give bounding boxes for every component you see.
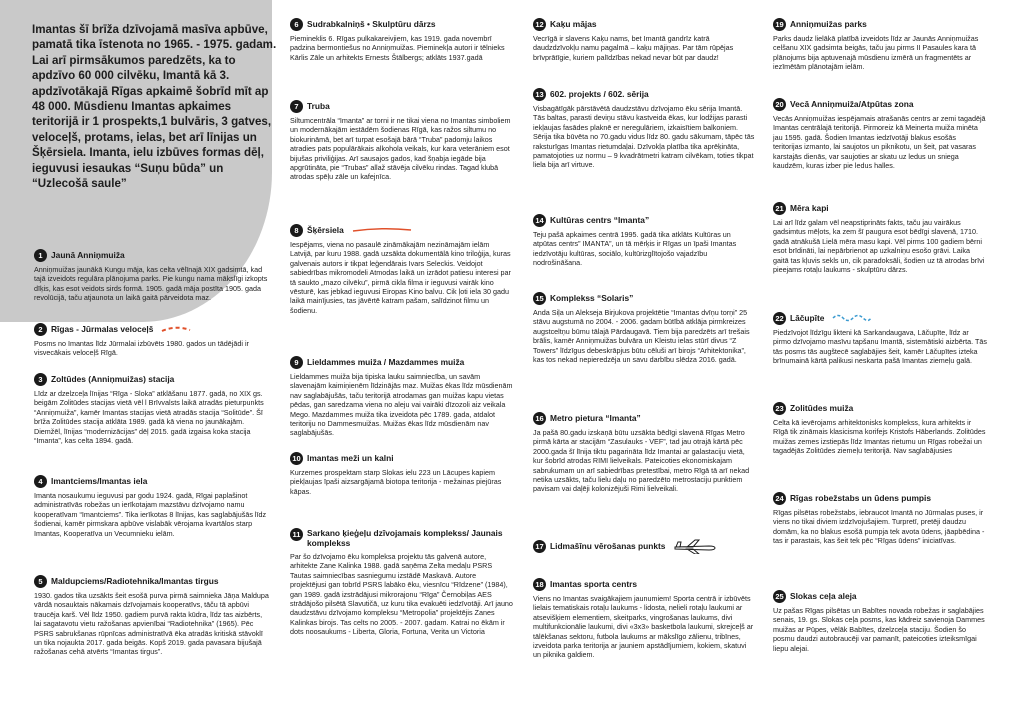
section-10 (290, 450, 514, 496)
section-title: Metro pietura “Imanta” (550, 413, 641, 423)
section-text: Vecās Anniņmuižas iespējamais atrašanās centrs ar zemi tagadējā Imantas centrālajā teritorijā. Pirmoreiz kā Meinerta muiža minēta jau 1595. gadā. Šodien Imantas iedzīvotāji blakus esošās teritorijas izmanto, lai saujotos un piknikotu, un šeit, pat vasaras karstajās dienās, var saujoties ar skatu uz ledus un sniega kaudzēm, kuras izber pie ledus halles. (773, 114, 986, 171)
section-number: 18 (533, 578, 546, 591)
section-title: Šķērsiela (307, 225, 344, 235)
section-title: Kultūras centrs “Imanta” (550, 215, 650, 225)
section-6 (290, 16, 514, 62)
street-line-icon (352, 226, 412, 234)
section-title: Anniņmuižas parks (790, 19, 867, 29)
section-title: Imantciems/Imantas iela (51, 476, 148, 486)
section-text: Posms no Imantas līdz Jūrmalai izbūvēts 1980. gados un tādējādi ir visvecākais veloceļš Rīgā. (34, 339, 249, 358)
section-25 (773, 588, 987, 653)
section-14 (533, 212, 755, 268)
section-text: Teju pašā apkaimes centrā 1995. gadā tika atklāts Kultūras un atpūtas centrs” IMANTA”, un tā mērķis ir Rīgas un īpaši Imantas iedzīvotāju kultūras, sociālo, kultūrizglītojošo vajadzību nodrošināšana. (533, 230, 737, 268)
bike-path-dashed-icon (161, 324, 191, 334)
section-text: Viens no Imantas svaigākajiem jaunumiem! Sporta centrā ir izbūvēts lielais tematiskais rotaļu laukums - lidosta, nelieli rotaļu laukumi ar atsevišķiem elementiem, skeitparks, vingrošanas laukums, divi multifunkcionālie laukumi, divi «3x3» basketbola laukumi, skrejceļš ar tālēkšanas sektoru, futbola laukums ar mākslīgo zālienu, tribīnes, izveidota parka teritorija ar jauniem apstādījumiem, kokiem, skatuvi un piknika galdiem. (533, 594, 754, 660)
section-3 (34, 371, 270, 445)
stream-wave-icon (832, 313, 872, 323)
airplane-icon (673, 538, 717, 554)
section-title: Truba (307, 101, 330, 111)
section-text: Iespējams, viena no pasaulē zināmākajām nezināmajām ielām Latvijā, par kuru 1988. gadā uzsākta dokumentālā kino triloģija, kuras galvenais autors ir tikpat leģendārais Ivars Seleckis. Veidojot sabiedrības mikromodeli Atmodas laikā un izrādot patiesu interesi par tā saukto „mazo cilvēku”, pirmā cikla filma ir ieguvusi vairāk kino vēsturē, kas jebkad ieguvusi Eiropas Kino balvu. Cik ļoti iela 30 gadu laikā mainījusies, tas jāvērtē katram pašam, salīdzinot filmu un šodienu. (290, 240, 511, 315)
section-text: Celta kā ievērojams arhitektonisks komplekss, kura arhitekts ir Rīgā tik zināmais klasicisma korifejs Kristofs Hāberlands. Zolitūdes muižas zemes izstiepās līdz Imantas rietumu un Rīgas robežai un tagadējās Zolitūdes ziemeļu teritorijā. Nav saglabājusies (773, 418, 986, 456)
section-19 (773, 16, 987, 72)
section-13 (533, 86, 755, 170)
section-title: Rīgas robežstabs un ūdens pumpis (790, 493, 932, 503)
section-number: 21 (773, 202, 786, 215)
section-text: Uz pašas Rīgas pilsētas un Babītes novada robežas ir saglabājies senais, 19. gs. Slokas ceļa posms, kas kādreiz savienoja Dammes muižas ar Pūpes, vēlāk Babītes, dzelzceļa staciju. Šodien šo posmu daudzi autobraucēji var pamanīt, pateicoties izteiksmīgai liepu alejai. (773, 606, 985, 653)
section-2 (34, 321, 270, 358)
section-title: Lieldammes muiža / Mazdammes muiža (307, 357, 465, 367)
section-title: Lidmašīnu vērošanas punkts (550, 541, 666, 551)
section-title: Komplekss “Solaris” (550, 293, 634, 303)
section-title: Lāčupīte (790, 313, 825, 323)
section-title: Maldupciems/Radiotehnika/Imantas tirgus (51, 576, 219, 586)
section-9 (290, 354, 514, 438)
section-number: 3 (34, 373, 47, 386)
section-title: Rīgas - Jūrmalas veloceļš (51, 324, 154, 334)
section-text: Imanta nosaukumu ieguvusi par godu 1924. gadā, Rīgai paplašinot administratīvās robežas un ierīkotajam mazstāvu dzīvojamo namu kooperatīvam “Imantciems”. Tika ierīkotas 8 līnijas, kas saglabājušās līdz šodienai, kamēr pirmskara apbūve vislabāk vērojama kvartālos starp Imantas, Kooperatīva un Vecumnieku ielām. (34, 491, 267, 538)
section-title: Sarkano ķieģeļu dzīvojamais komplekss/ Jaunais komplekss (307, 528, 503, 548)
section-text: Vecrīgā ir slavens Kaķu nams, bet Imantā gandrīz katrā daudzdzīvokļu namu pagalmā – kaķu mājiņas. Par tām rūpējas brīvprātīgie, kuriem palīdzības nekad nevar būt par daudz! (533, 34, 734, 62)
section-number: 9 (290, 356, 303, 369)
section-text: Līdz ar dzelzceļa līnijas “Rīga - Sloka” atklāšanu 1877. gadā, no XIX gs. beigām Zolitūdes stacijas vietā vēl l Brīvvalsts laikā atradās pieturpunkts “Anniņmuiža”, kamēr Imantas stacijas vietā atradās stacija “Solitūde”. Šī brīža Zolitūdes stacija atklāta 1989. gadā kā viena no jaunākajām. Diemžēl, līnijas “modernizācijas” dēļ 2015. gadā izgaisa koka stacija “Imanta”, kas celta 1894. gadā. (34, 389, 264, 446)
section-23 (773, 400, 987, 456)
section-number: 15 (533, 292, 546, 305)
section-number: 23 (773, 402, 786, 415)
section-15 (533, 290, 755, 364)
section-number: 19 (773, 18, 786, 31)
section-21 (773, 200, 987, 274)
section-12 (533, 16, 755, 62)
section-number: 25 (773, 590, 786, 603)
section-number: 7 (290, 100, 303, 113)
section-title: Zolitūdes muiža (790, 403, 854, 413)
section-text: 1930. gados tika uzsākts šeit esošā purva pirmā saimnieka Jāņa Maldupa vārdā nosauktais nākamais dzīvojamais kooperatīvs, tāču tā apbūvi traucēja karš. Vēl līdz 1950. gadiem purvā rakta kūdra, līdz tas aizbērts, lai sagatavotu vietu ražošanas apvienībai “Radiotehnika” (1965). Pēc PSRS sabrukšanas rūpnīcas administratīvā ēka atradās kritiskā stāvoklī un tika nojaukta 2017. gada beigās. Kopš 2019. gada pavasara bijušajā ražošanas cehā atvērts “Imantas tirgus”. (34, 591, 269, 657)
section-title: Jaunā Anniņmuiža (51, 250, 125, 260)
section-16 (533, 410, 755, 494)
section-text: Parks daudz lielākā platībā izveidots līdz ar Jaunās Anniņmuižas celšanu XIX gadsimta beigās, taču jau pirms II Pasaules kara tā plānojums bija aptuvenajā mūsdienu izmērā un fragmentēts ar iezīmētām plānotajām ielām. (773, 34, 979, 72)
section-number: 20 (773, 98, 786, 111)
section-title: Kaķu mājas (550, 19, 597, 29)
section-20 (773, 96, 987, 170)
section-title: Mēra kapi (790, 203, 829, 213)
section-7 (290, 98, 514, 182)
section-title: Slokas ceļa aleja (790, 591, 857, 601)
section-text: Piedzīvojot līdzīgu likteni kā Sarkandaugava, Lāčupīte, līdz ar pirmo dzīvojamo masīvu tapšanu Imantā, sistemātiski aizbērta. Tās tās posms tās augštecē saglabājies šeit, kamēr Lāčupītes izteka brīnumainā kārtā palikusi neskarta pašā Imantas ziemeļu galā. (773, 328, 987, 366)
section-1 (34, 247, 270, 303)
section-text: Lai arī līdz galam vēl neapstiprināts fakts, taču jau vairākus gadsimtus mēļots, ka zem šī paugura esot bēdīgi slavenā, 1710. gadā atnākušā Lielā mēra masu kapi. Vēl pirms 100 gadiem bērni esot brīdināti, lai nepārbrienot ap uzkalniņu esošo grāvi. Laika gaitā tas kļuvis sekls un, cik paradoksāli, šodien uz tā atrodas brīvi pieejams rotaļu laukums - skulptūru dārzs. (773, 218, 985, 275)
section-11 (290, 528, 514, 637)
section-number: 2 (34, 323, 47, 336)
section-number: 5 (34, 575, 47, 588)
section-number: 1 (34, 249, 47, 262)
section-text: Par šo dzīvojamo ēku kompleksa projektu tās galvenā autore, arhitekte Zane Kalinka 1988. gadā saņēma Zelta medaļu PSRS Tautas saimniecības sasniegumu izstādē Maskavā. Autore projektējusi gan tobrīd PSRS labāko ēku, viesnīcu “Rīdzene” (1984), gan 1989. gadā izstrādājusi mikrorajonu “Rīga” Černobiļas AES strādājošo pilsētā Slavutičā, uz kuru tika evakuēti iedzīvotāji. Arī jauno daudzstāvu dzīvojamo kompleksu “Metropolia” projektējis Zanes Kalinkas birojs. Tas celts no 2005. - 2007. gadam. Katrai no ēkām ir dots noosaukums - Liberta, Gloria, Fortuna, Verita un Victoria (290, 552, 513, 637)
section-number: 24 (773, 492, 786, 505)
section-text: Ja pašā 80.gadu izskaņā būtu uzsākta bēdīgi slavenā Rīgas Metro pirmā kārta ar stacijām “Zasulauks - VEF”, tad jau otrajā kārtā pēc 2000.gada šī līnija tiktu pagarināta līdz Imantai ar galastaciju vietā, kur šobrīd atrodas RIMI lielveikals. Pateicoties ekonomiskajam sabrukumam un arī sabiedrības pretestībai, metro Rīgā tā arī nekad netika uzsākts, taču lielu daļu no paredzēto metrostaciju punktiem pavisam vai daļēji kolonizējuši Rimi lielveikali. (533, 428, 750, 494)
section-text: Anda Siļa un Alekseja Birjukova projektētie “Imantas dvīņu torņi” 25 stāvu augstumā no 2004. - 2006. gadam būtībā atklāja pirmkreizes augstceltņu būmu tālajā Pārdaugavā. Tiem bija paredzēts arī trešais brālis, kamēr Anniņmuižas bulvāra un Kleistu ielas stūrī divus “Z Towers” līdzīgus debeskrāpjus būtu cēluši arī birojs “Arhitektonika”, kas tos nekad nepieredzēja un savu darbību slēdza 2016. gadā. (533, 308, 750, 365)
section-text: Rīgas pilsētas robežstabs, iebraucot Imantā no Jūrmalas puses, ir viens no tikai diviem izdzīvojušajiem. Turpretī, pretēji daudzu domām, ka no blakus esošā pumpja tek avota ūdens, jāapbēdina - tas ir parastais, kas šeit tek pēc “Rīgas ūdens” iniciatīvas. (773, 508, 985, 546)
section-number: 13 (533, 88, 546, 101)
section-24 (773, 490, 987, 546)
section-number: 4 (34, 475, 47, 488)
section-title: Imantas sporta centrs (550, 579, 638, 589)
section-title: 602. projekts / 602. sērija (550, 89, 649, 99)
section-number: 16 (533, 412, 546, 425)
section-number: 17 (533, 540, 546, 553)
section-number: 22 (773, 312, 786, 325)
section-18 (533, 576, 755, 660)
section-text: Kurzemes prospektam starp Slokas ielu 223 un Lācupes kapiem piekļaujas īpaši aizsargājamā biotopa teritorija - mežainas piejūras kāpas. (290, 468, 502, 496)
section-text: Anniņmuižas jaunākā Kungu māja, kas celta vēlīnajā XIX gadsimtā, kad tajā izveidots regulāra plānojuma parks. Pie kungu nama mākslīgi izkopts dīķis, kas esot veidots sirds formā. 1905. gadā māja postīta 1905. gada revolūcijā, taču atjaunota un laikā gaitā pārveidota maz. (34, 265, 268, 303)
section-text: Siltumcentrāla “Imanta” ar torni ir ne tikai viena no Imantas simboliem un modernākajām iestādēm šodienas Rīgā, kas ražos siltumu no biokurināmā, bet arī turpat esošajā bārā “Truba” padomju laikos atradies pats populārākais alkohola veikals, kur kara veterāniem esot bijušas priviliģijas. Arī sausajos gados, kad šņabja iegāde bija apgrūtināta, pie “Trubas” allaž stāvēja cilvēku rindas. Tagad klubā atrodas spēļu zāle un kafejnīca. (290, 116, 511, 182)
section-22 (773, 310, 987, 366)
section-8 (290, 222, 514, 315)
section-title: Imantas meži un kalni (307, 453, 394, 463)
section-number: 8 (290, 224, 303, 237)
section-number: 11 (290, 528, 303, 541)
section-text: Lieldammes muiža bija tipiska lauku saimniecība, un savām slavenajām kaimiņienēm līdzinājās maz. Muižas ēkas līdz mūsdienām nav saglabājušās, taču teritorijā atrodamas gan muižas kapu vietas pēdas, gan saredzama viena no aleju vai vairāki dīzozoli aiz veikala Mego. Mazdammes muiža tika izveidota pēc 1789. gada, atdalot teritoriju no Dammesmuižas. Muižas ēkas līdz mūsdienām nav saglabājušās. (290, 372, 513, 438)
section-4 (34, 473, 270, 538)
section-text: Piemineklis 6. Rīgas pulkakareivjiem, kas 1919. gada novembrī padzina bermontiešus no Anniņmuižas. Pieminekļa autori ir tēlnieks Kārlis Zāle un arhitekts Ernests Štālbergs; atklāts 1937.gadā (290, 34, 505, 62)
section-17 (533, 538, 755, 554)
section-number: 12 (533, 18, 546, 31)
section-number: 14 (533, 214, 546, 227)
section-title: Vecā Anniņmuiža/Atpūtas zona (790, 99, 914, 109)
intro-paragraph: Imantas šī brīža dzīvojamā masīva apbūve, pamatā tika īstenota no 1965. - 1975. gadam. Lai arī pirmsākumos paredzēts, ka to apdzīvo 60 000 cilvēku, Imantā kā 3. apdzīvotākajā Rīgas apkaimē šobrīd mīt ap 48 000. Mūsdienu Imantas apkaimes teritorijā ir 1 prospekts,1 bulvāris, 3 gatves, veloceļš, protams, ielas, bet arī līnijas un Šķērsiela. Imanta, ielu izbūves formas dēļ, ieguvusi iesaukas “Suņu būda” un “Uzlecošā saule” (32, 23, 277, 191)
section-number: 6 (290, 18, 303, 31)
section-5 (34, 573, 270, 657)
section-number: 10 (290, 452, 303, 465)
section-text: Visbagātīgāk pārstāvētā daudzstāvu dzīvojamo ēku sērija Imantā. Tās baltas, parasti deviņu stāvu kastveida ēkas, kur lodžijas parasti iekļaujas fasādes plaknē er neregulāriem, izkaisītiem balkoniem. Sērija tika būvēta no 70.gadu vidus līdz 80. gadu sākumam, tāpēc tās raksturīgas Imantas rietumdaļai. Dzīvokļa platība tika aprēķināta, pamatojoties uz normu – 9 kvadrātmetri katram cilvēkam, toties tikpat liela bija arī virtuve. (533, 104, 755, 170)
section-title: Sudrabkalniņš • Skulptūru dārzs (307, 19, 436, 29)
section-title: Zoltūdes (Anniņmuižas) stacija (51, 374, 175, 384)
